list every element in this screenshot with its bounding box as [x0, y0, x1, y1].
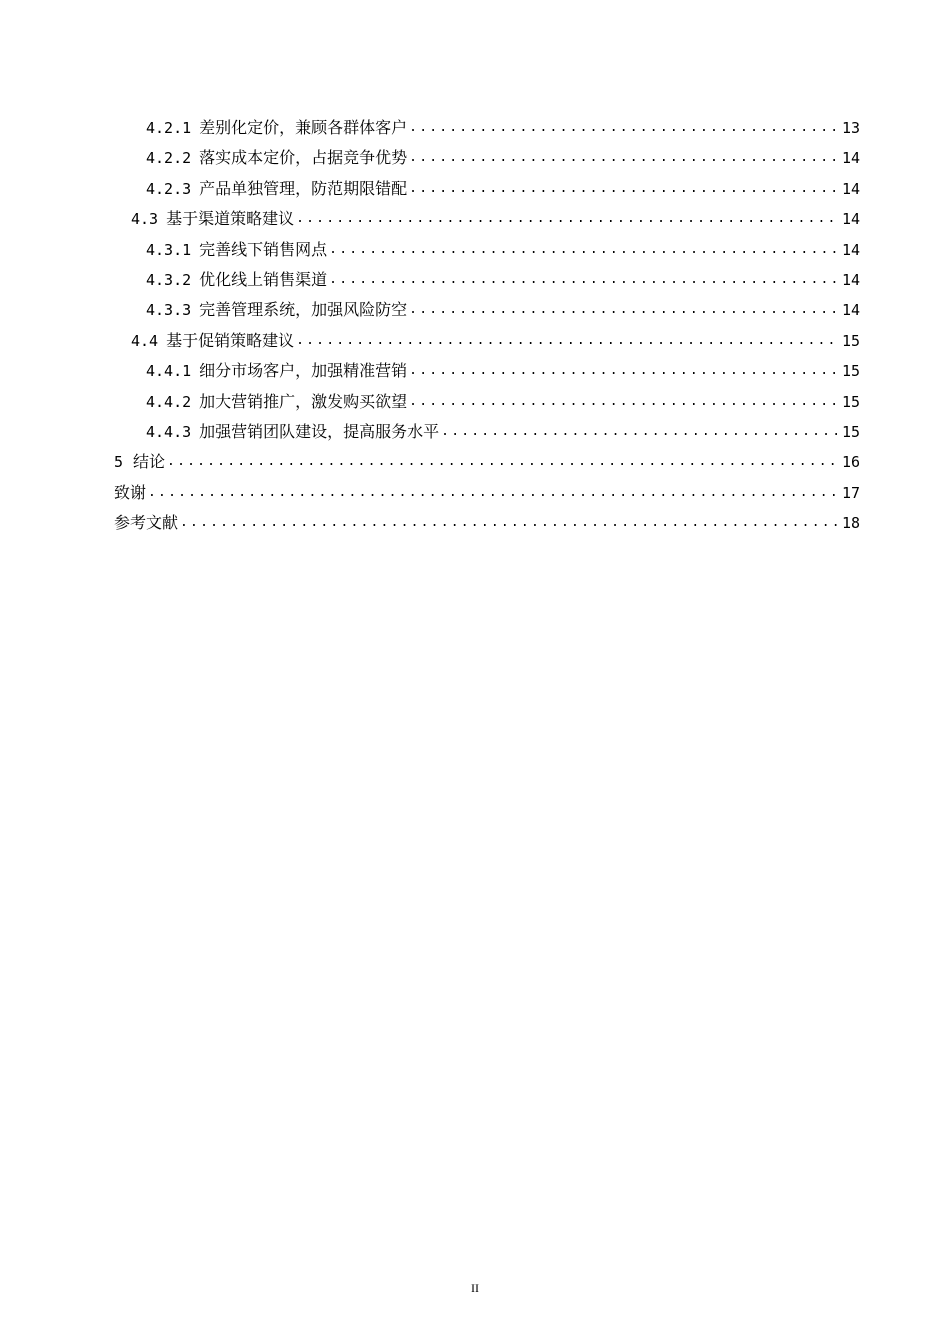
table-of-contents [114, 113, 860, 538]
toc-dot-leader [409, 113, 840, 143]
toc-entry-number: 4.4.1 [146, 362, 192, 381]
toc-entry-number: 4.2.1 [146, 118, 192, 137]
toc-entry-page: 18 [841, 514, 860, 533]
toc-entry-number: 4.3.2 [146, 270, 192, 289]
toc-entry[interactable] [114, 508, 860, 538]
toc-entry[interactable] [114, 447, 860, 477]
toc-entry-title: 细分市场客户，加强精准营销 [199, 361, 408, 381]
toc-entry-page: 14 [841, 149, 860, 168]
toc-entry[interactable] [114, 356, 860, 386]
toc-entry-number: 4.4.2 [146, 392, 192, 411]
toc-entry[interactable] [114, 387, 860, 417]
toc-entry[interactable] [114, 143, 860, 173]
toc-entry-title: 落实成本定价，占据竞争优势 [199, 148, 408, 168]
toc-entry[interactable] [114, 235, 860, 265]
toc-entry[interactable] [114, 326, 860, 356]
toc-dot-leader [409, 387, 840, 417]
toc-entry-page: 15 [841, 392, 860, 411]
toc-entry-number: 5 [114, 453, 124, 472]
toc-dot-leader [296, 204, 840, 234]
toc-entry-page: 14 [841, 301, 860, 320]
toc-entry-title: 基于促销策略建议 [166, 330, 295, 350]
toc-dot-leader [296, 326, 840, 356]
toc-entry-title: 基于渠道策略建议 [166, 209, 295, 229]
toc-entry[interactable] [114, 265, 860, 295]
toc-entry[interactable] [114, 204, 860, 234]
toc-dot-leader [409, 295, 840, 325]
toc-entry-title: 致谢 [114, 482, 147, 502]
toc-entry-page: 14 [841, 210, 860, 229]
toc-entry-title: 优化线上销售渠道 [199, 269, 328, 289]
toc-entry-page: 14 [841, 179, 860, 198]
toc-entry-title: 完善线下销售网点 [199, 239, 328, 259]
toc-dot-leader [409, 174, 840, 204]
toc-entry-page: 15 [841, 362, 860, 381]
toc-entry-number: 4.3.3 [146, 301, 192, 320]
toc-entry-title: 加强营销团队建设，提高服务水平 [199, 421, 440, 441]
toc-entry-page: 17 [841, 483, 860, 502]
toc-entry-page: 15 [841, 331, 860, 350]
toc-entry[interactable] [114, 174, 860, 204]
toc-dot-leader [148, 478, 840, 508]
toc-dot-leader [329, 235, 840, 265]
toc-entry-page: 14 [841, 270, 860, 289]
page-number: II [471, 1281, 479, 1295]
toc-entry-page: 16 [841, 453, 860, 472]
toc-entry-page: 14 [841, 240, 860, 259]
toc-entry-number: 4.2.3 [146, 179, 192, 198]
toc-entry-number: 4.4.3 [146, 422, 192, 441]
toc-entry-title: 结论 [133, 452, 166, 472]
toc-dot-leader [167, 447, 840, 477]
toc-entry[interactable] [114, 295, 860, 325]
toc-entry-number: 4.3.1 [146, 240, 192, 259]
toc-dot-leader [409, 143, 840, 173]
toc-entry[interactable] [114, 113, 860, 143]
toc-entry-number: 4.3 [131, 210, 159, 229]
toc-dot-leader [180, 508, 840, 538]
toc-entry-number: 4.2.2 [146, 149, 192, 168]
toc-entry-title: 差别化定价，兼顾各群体客户 [199, 117, 408, 137]
toc-entry[interactable] [114, 478, 860, 508]
toc-entry[interactable] [114, 417, 860, 447]
toc-entry-title: 加大营销推广，激发购买欲望 [199, 391, 408, 411]
toc-dot-leader [329, 265, 840, 295]
toc-entry-page: 15 [841, 422, 860, 441]
toc-dot-leader [441, 417, 840, 447]
toc-entry-title: 产品单独管理，防范期限错配 [199, 178, 408, 198]
toc-entry-title: 参考文献 [114, 513, 179, 533]
toc-entry-title: 完善管理系统，加强风险防空 [199, 300, 408, 320]
toc-dot-leader [409, 356, 840, 386]
toc-entry-page: 13 [841, 118, 860, 137]
toc-entry-number: 4.4 [131, 331, 159, 350]
